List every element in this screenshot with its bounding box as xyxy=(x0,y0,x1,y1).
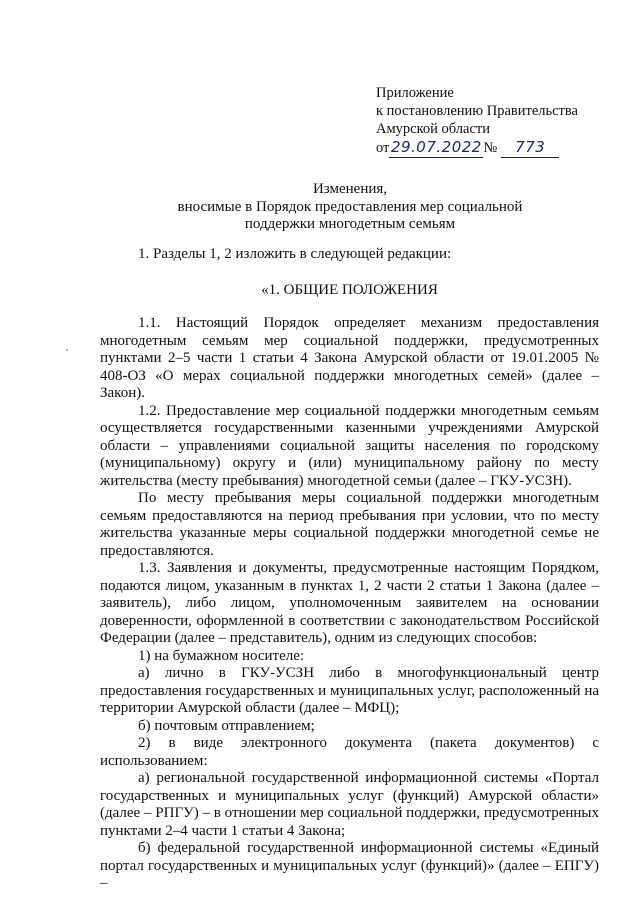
paragraph-1-1: 1.1. Настоящий Порядок определяет механизм предоставления многодетным семьям мер социальной поддержки, предусмотренных пунктами 2–5 части 1 статьи 4 Закона Амурской области от 19.01.2005 № 408-ОЗ «О мерах социальной поддержки многодетных семей» (далее – Закон). xyxy=(100,315,599,401)
appendix-header xyxy=(376,84,578,158)
list-item-post: б) почтовым отправлением; xyxy=(138,717,315,734)
number-sign: № xyxy=(483,140,498,156)
date-prefix: от xyxy=(376,140,390,156)
handwritten-number: 773 xyxy=(515,138,546,156)
intro-paragraph: 1. Разделы 1, 2 изложить в следующей редакции: xyxy=(138,246,452,262)
section-heading: «1. ОБЩИЕ ПОЛОЖЕНИЯ xyxy=(261,281,438,298)
paragraph-stay: По месту пребывания меры социальной поддержки многодетным семьям предоставляются на период пребывания при условии, что по месту жительства указанные меры социальной поддержки многодетной семье не предоставляются. xyxy=(100,490,599,559)
document-body xyxy=(100,246,599,893)
list-item-paper: 1) на бумажном носителе: xyxy=(138,647,305,664)
appendix-title: Приложение xyxy=(376,85,454,101)
appendix-date-line xyxy=(376,138,578,158)
paragraph-1-3: 1.3. Заявления и документы, предусмотренные настоящим Порядком, подаются лицом, указанным в пунктах 1, 2 части 2 статьи 1 Закона (далее – заявитель), либо лицом, уполномоченным заявителем на основании доверенности, оформленной в соответствии с законодательством Российской Федерации (далее – представитель), одним из следующих способов: xyxy=(100,560,599,646)
list-item-electronic: 2) в виде электронного документа (пакета документов) с использованием: xyxy=(100,735,599,769)
number-field xyxy=(501,138,559,158)
document-title xyxy=(100,181,600,234)
list-item-rpgu: а) региональной государственной информационной системы «Портал государственных и муниципальных услуг (функций) Амурской области» (далее – РПГУ) – в отношении мер социальной поддержки, предусмотренных пунктами 2–4 части 1 статьи 4 Закона; xyxy=(100,770,599,839)
handwritten-date: 29.07.2022 xyxy=(390,138,482,156)
list-item-epgu: б) федеральной государственной информационной системы «Единый портал государственных и муниципальных услуг (функций)» (далее – ЕПГУ) – xyxy=(100,840,599,891)
list-item-personal: а) лично в ГКУ-УСЗН либо в многофункциональный центр предоставления государственных и муниципальных услуг, расположенный на территории Амурской области (далее – МФЦ); xyxy=(100,665,599,716)
title-line-1: Изменения, xyxy=(312,181,388,197)
date-field xyxy=(389,138,483,158)
title-line-2: вносимые в Порядок предоставления мер социальной xyxy=(177,198,523,215)
title-line-3: поддержки многодетным семьям xyxy=(244,216,456,232)
appendix-resolution: к постановлению Правительства xyxy=(376,103,578,119)
scan-speck xyxy=(66,349,68,351)
paragraph-1-2: 1.2. Предоставление мер социальной поддержки многодетным семьям осуществляется государственными казенными учреждениями Амурской области – управлениями социальной защиты населения по городскому (муниципальному) округу и (или) муниципальному району по месту жительства (месту пребывания) многодетной семьи (далее – ГКУ-УСЗН). xyxy=(100,402,599,489)
appendix-region: Амурской области xyxy=(376,121,490,137)
